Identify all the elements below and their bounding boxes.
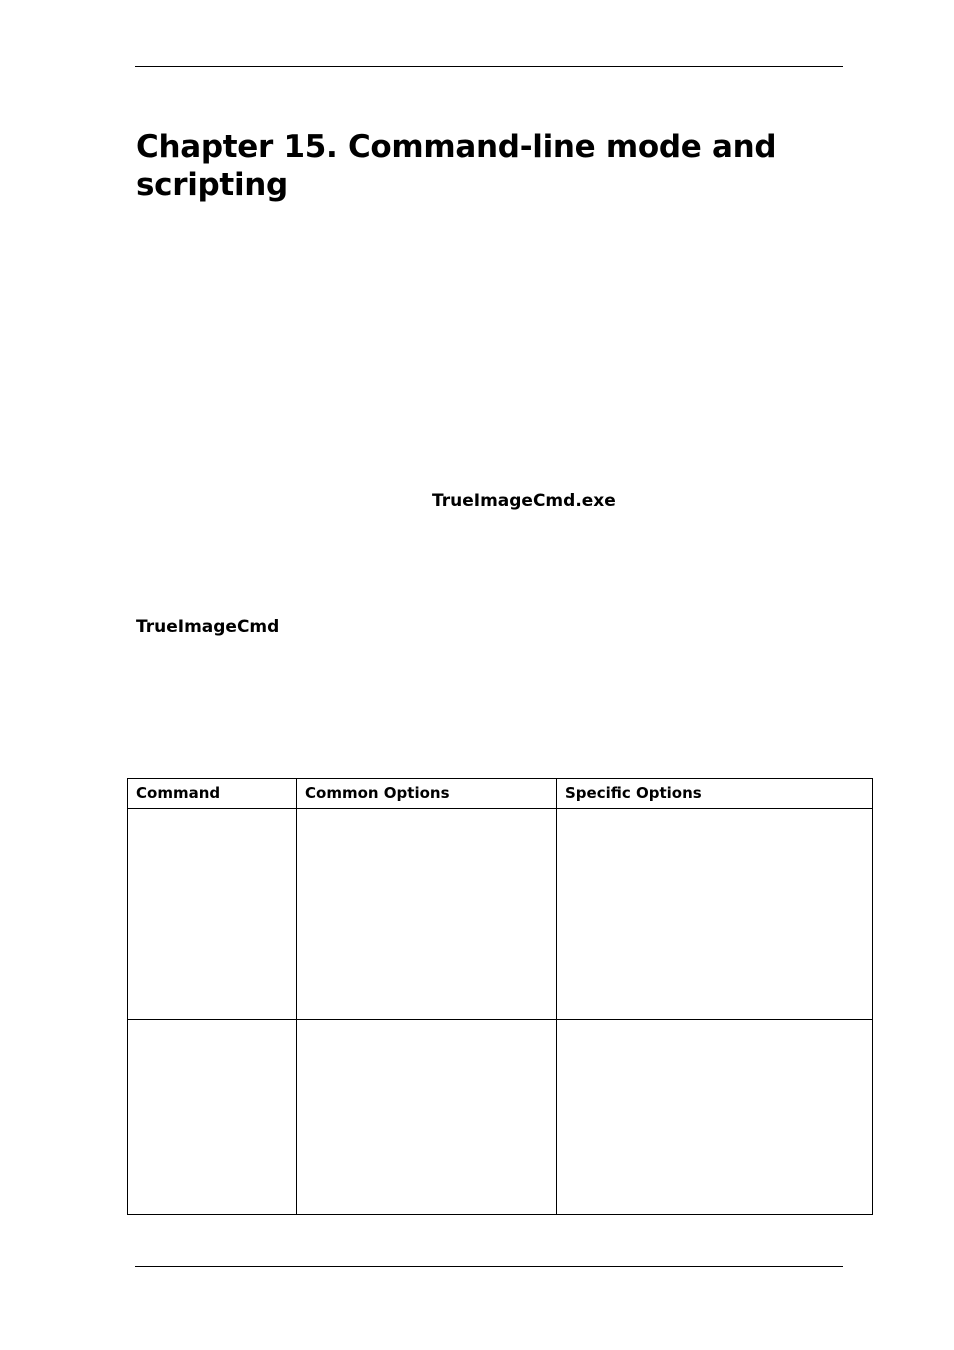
- table-row: [128, 809, 873, 1020]
- table-cell-common-options: [297, 1020, 557, 1215]
- chapter-title: Chapter 15. Command-line mode and scripting: [136, 129, 777, 203]
- header-common-options: Common Options: [297, 779, 557, 809]
- table-cell-specific-options: [557, 809, 873, 1020]
- header-specific-options: Specific Options: [557, 779, 873, 809]
- command-options-table: [127, 778, 873, 1215]
- footer-rule: [135, 1266, 843, 1267]
- header-command: Command: [128, 779, 297, 809]
- table-cell-command: [128, 809, 297, 1020]
- header-rule: [135, 66, 843, 67]
- table-cell-command: [128, 1020, 297, 1215]
- table-row: [128, 1020, 873, 1215]
- command-name: TrueImageCmd: [136, 617, 280, 637]
- table-cell-common-options: [297, 809, 557, 1020]
- table-cell-specific-options: [557, 1020, 873, 1215]
- executable-name: TrueImageCmd.exe: [432, 491, 616, 511]
- table-header-row: [128, 779, 873, 809]
